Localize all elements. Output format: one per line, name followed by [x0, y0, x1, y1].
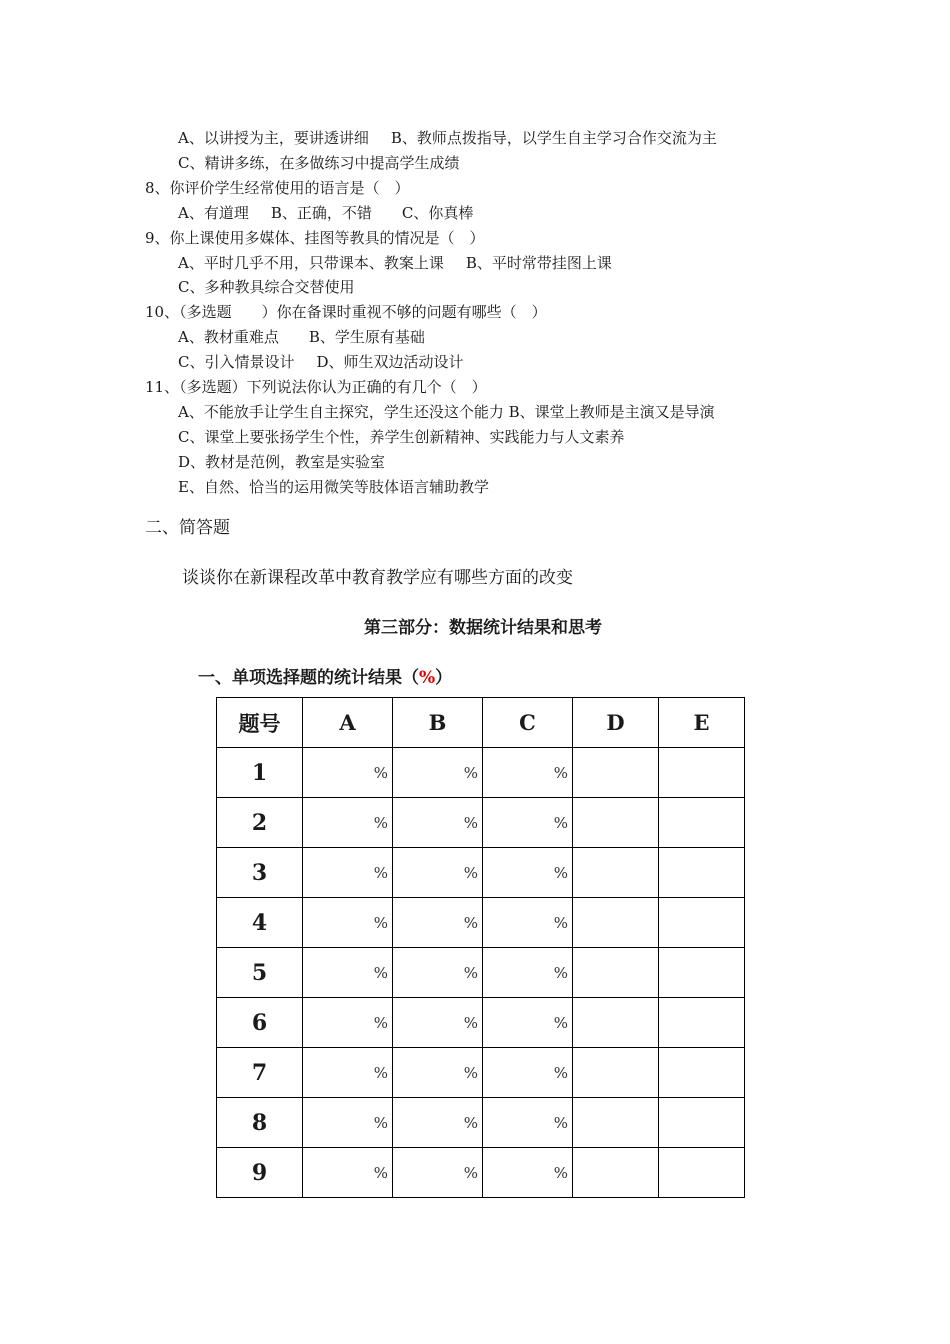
- cell-c: %: [483, 798, 573, 848]
- header-e: E: [659, 698, 745, 748]
- stats-subheading-close: ）: [435, 668, 453, 688]
- table-row: [217, 948, 745, 998]
- stats-table: [216, 697, 745, 1198]
- cell-d: [573, 1148, 659, 1198]
- table-row: [217, 748, 745, 798]
- cell-d: [573, 1098, 659, 1148]
- percent-sign: %: [419, 668, 436, 688]
- cell-d: [573, 748, 659, 798]
- cell-c: %: [483, 1148, 573, 1198]
- q9-options-line1: [178, 253, 612, 273]
- row-number: 2: [217, 798, 303, 848]
- cell-b: %: [393, 1098, 483, 1148]
- row-number: 5: [217, 948, 303, 998]
- table-row: [217, 1148, 745, 1198]
- cell-a: %: [303, 748, 393, 798]
- q10-options-line1: [178, 327, 425, 347]
- q11-stem: 11、（多选题）下列说法你认为正确的有几个（ ）: [145, 378, 487, 396]
- q11-option-d: D、教材是范例，教室是实验室: [178, 453, 386, 471]
- cell-e: [659, 848, 745, 898]
- cell-d: [573, 998, 659, 1048]
- header-d: D: [573, 698, 659, 748]
- q11-option-a: A、不能放手让学生自主探究，学生还没这个能力 B、课堂上教师是主演又是导演: [178, 403, 715, 421]
- cell-a: %: [303, 1148, 393, 1198]
- cell-b: %: [393, 1148, 483, 1198]
- q9-option-c: C、多种教具综合交替使用: [178, 278, 355, 296]
- row-number: 3: [217, 848, 303, 898]
- row-number: 6: [217, 998, 303, 1048]
- cell-b: %: [393, 948, 483, 998]
- cell-e: [659, 898, 745, 948]
- q10-option-a: A、教材重难点: [178, 328, 279, 346]
- cell-c: %: [483, 998, 573, 1048]
- q11-option-e: E、自然、恰当的运用微笑等肢体语言辅助教学: [178, 478, 489, 496]
- cell-d: [573, 898, 659, 948]
- cell-b: %: [393, 898, 483, 948]
- row-number: 9: [217, 1148, 303, 1198]
- q9-stem: 9、你上课使用多媒体、挂图等教具的情况是（ ）: [145, 229, 485, 247]
- cell-c: %: [483, 748, 573, 798]
- section2-prompt: 谈谈你在新课程改革中教育教学应有哪些方面的改变: [182, 568, 573, 588]
- table-header-row: [217, 698, 745, 748]
- q8-option-a: A、有道理: [178, 204, 249, 222]
- cell-c: %: [483, 898, 573, 948]
- cell-c: %: [483, 948, 573, 998]
- row-number: 7: [217, 1048, 303, 1098]
- cell-b: %: [393, 798, 483, 848]
- table-row: [217, 848, 745, 898]
- row-number: 8: [217, 1098, 303, 1148]
- q10-option-b: B、学生原有基础: [308, 328, 425, 346]
- q9-option-b: B、平时常带挂图上课: [465, 254, 612, 272]
- cell-e: [659, 1048, 745, 1098]
- q7-options-line1: [178, 128, 717, 148]
- section2-heading: 二、简答题: [145, 518, 230, 538]
- q8-stem: 8、你评价学生经常使用的语言是（ ）: [145, 179, 410, 197]
- q10-stem: 10、（多选题 ）你在备课时重视不够的问题有哪些（ ）: [145, 303, 547, 321]
- q10-option-d: D、师生双边活动设计: [316, 353, 464, 371]
- header-c: C: [483, 698, 573, 748]
- cell-d: [573, 798, 659, 848]
- cell-c: %: [483, 848, 573, 898]
- header-b: B: [393, 698, 483, 748]
- cell-a: %: [303, 798, 393, 848]
- cell-e: [659, 1098, 745, 1148]
- q9-option-a: A、平时几乎不用，只带课本、教案上课: [178, 254, 444, 272]
- part3-title: 第三部分：数据统计结果和思考: [364, 618, 602, 638]
- cell-e: [659, 798, 745, 848]
- cell-b: %: [393, 1048, 483, 1098]
- stats-subheading-text: 一、单项选择题的统计结果（: [198, 668, 419, 688]
- q7-option-a: A、以讲授为主，要讲透讲细: [178, 129, 369, 147]
- table-row: [217, 1048, 745, 1098]
- cell-b: %: [393, 848, 483, 898]
- cell-a: %: [303, 998, 393, 1048]
- q8-option-b: B、正确，不错: [270, 204, 372, 222]
- q7-option-b: B、教师点拨指导，以学生自主学习合作交流为主: [390, 129, 717, 147]
- q11-option-c: C、课堂上要张扬学生个性，养学生创新精神、实践能力与人文素养: [178, 428, 625, 446]
- cell-a: %: [303, 1048, 393, 1098]
- q10-option-c: C、引入情景设计: [178, 353, 295, 371]
- cell-e: [659, 748, 745, 798]
- cell-e: [659, 1148, 745, 1198]
- table-row: [217, 998, 745, 1048]
- cell-b: %: [393, 748, 483, 798]
- cell-d: [573, 848, 659, 898]
- cell-e: [659, 998, 745, 1048]
- table-row: [217, 798, 745, 848]
- cell-a: %: [303, 898, 393, 948]
- stats-subheading: [198, 663, 452, 688]
- q8-options: [178, 203, 473, 223]
- header-a: A: [303, 698, 393, 748]
- cell-b: %: [393, 998, 483, 1048]
- cell-a: %: [303, 848, 393, 898]
- q7-option-c: C、精讲多练，在多做练习中提高学生成绩: [178, 154, 460, 172]
- row-number: 1: [217, 748, 303, 798]
- cell-e: [659, 948, 745, 998]
- cell-c: %: [483, 1048, 573, 1098]
- cell-a: %: [303, 1098, 393, 1148]
- row-number: 4: [217, 898, 303, 948]
- header-question-no: 题号: [217, 698, 303, 748]
- cell-d: [573, 948, 659, 998]
- cell-a: %: [303, 948, 393, 998]
- q10-options-line2: [178, 352, 464, 372]
- cell-c: %: [483, 1098, 573, 1148]
- table-row: [217, 898, 745, 948]
- cell-d: [573, 1048, 659, 1098]
- table-row: [217, 1098, 745, 1148]
- q8-option-c: C、你真棒: [401, 204, 474, 222]
